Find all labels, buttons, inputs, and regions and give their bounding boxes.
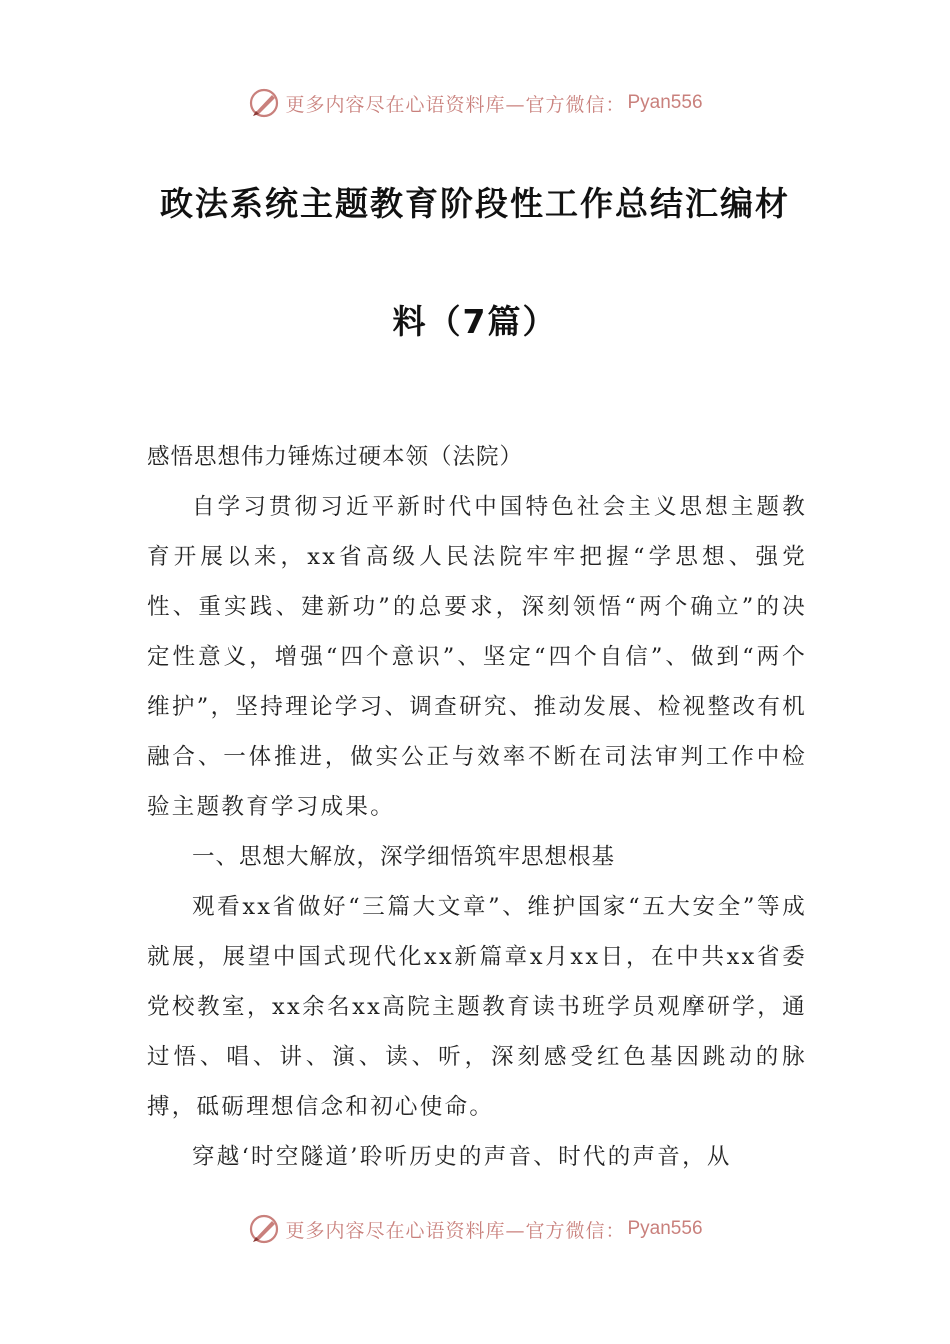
document-title-line-1: 政法系统主题教育阶段性工作总结汇编材 xyxy=(160,184,790,223)
section-subtitle: 感悟思想伟力锤炼过硬本领（法院） xyxy=(147,444,524,470)
watermark-wechat-id: Pyan556 xyxy=(627,92,703,113)
watermark-header xyxy=(0,83,950,123)
watermark-text: 更多内容尽在心语资料库—官方微信： xyxy=(285,1219,626,1242)
watermark-text: 更多内容尽在心语资料库—官方微信： xyxy=(285,93,626,116)
document-title-line-2: 料（7篇） xyxy=(392,302,558,341)
paragraph: 穿越‘时空隧道’聆听历史的声音、时代的声音，从 xyxy=(192,1144,732,1170)
section-heading: 一、思想大解放，深学细悟筑牢思想根基 xyxy=(192,844,616,870)
watermark-wechat-id: Pyan556 xyxy=(627,1218,703,1239)
document-body xyxy=(147,432,807,1182)
pen-logo-icon xyxy=(247,1212,281,1246)
watermark-footer xyxy=(0,1209,950,1249)
pen-logo-icon xyxy=(247,86,281,120)
paragraph: 观看xx省做好“三篇大文章”、维护国家“五大安全”等成就展，展望中国式现代化xx新篇章x月xx日，在中共xx省委党校教室，xx余名xx高院主题教育读书班学员观摩研学，通过悟、唱、讲、演、读、听，深刻感受红色基因跳动的脉搏，砥砺理想信念和初心使命。 xyxy=(147,894,807,1120)
paragraph: 自学习贯彻习近平新时代中国特色社会主义思想主题教育开展以来，xx省高级人民法院牢牢把握“学思想、强党性、重实践、建新功”的总要求，深刻领悟“两个确立”的决定性意义，增强“四个意识”、坚定“四个自信”、做到“两个维护”，坚持理论学习、调查研究、推动发展、检视整改有机融合、一体推进，做实公正与效率不断在司法审判工作中检验主题教育学习成果。 xyxy=(147,494,807,820)
